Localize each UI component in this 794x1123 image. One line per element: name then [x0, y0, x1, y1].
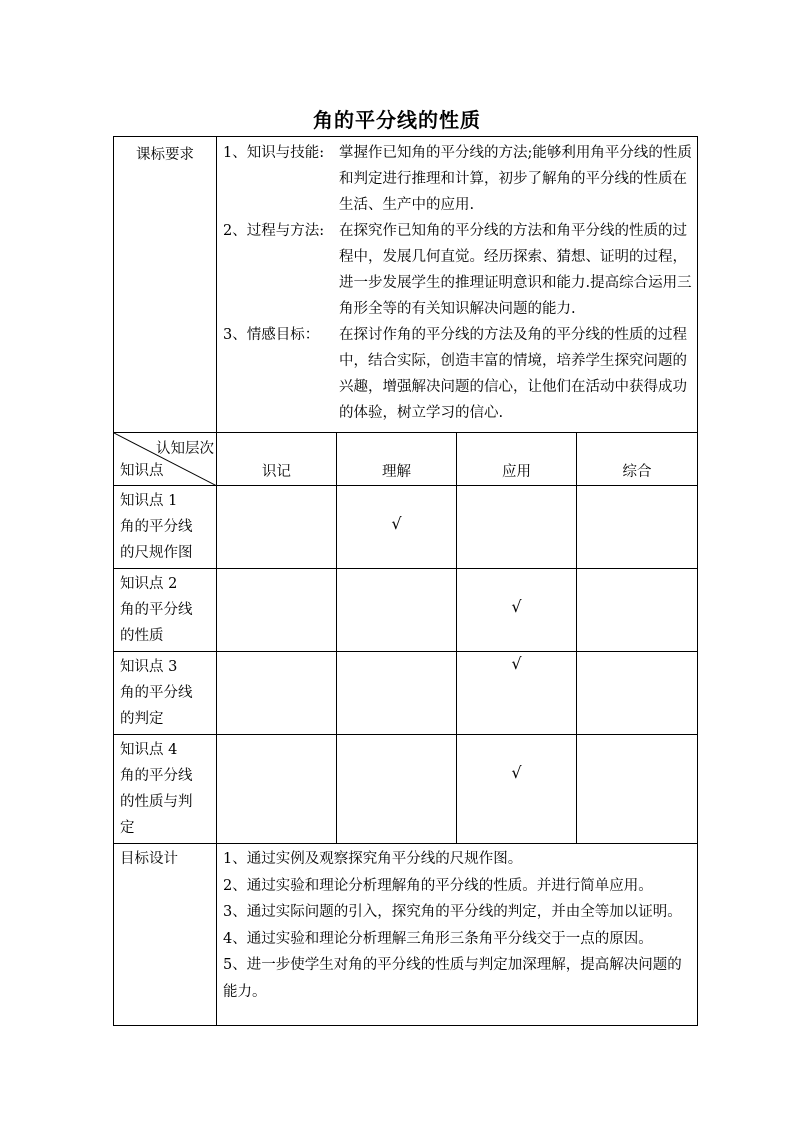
goal-item: 5、进一步使学生对角的平分线的性质与判定加深理解，提高解决问题的能力。 [223, 957, 682, 1000]
level-mark-cell [337, 652, 457, 735]
level-mark-cell [217, 735, 337, 844]
goal-item: 3、通过实际问题的引入，探究角的平分线的判定，并由全等加以证明。 [223, 904, 682, 920]
level-header: 理解 [337, 433, 457, 486]
knowledge-point-cell [114, 486, 217, 569]
level-header: 识记 [217, 433, 337, 486]
knowledge-point-line: 的性质 [120, 628, 164, 644]
goals-content [217, 844, 698, 1026]
goal-item: 4、通过实验和理论分析理解三角形三条角平分线交于一点的原因。 [223, 930, 653, 947]
knowledge-row [114, 569, 698, 652]
level-mark-cell [337, 735, 457, 844]
level-header: 综合 [577, 433, 698, 486]
knowledge-point-line: 知识点 3 [120, 659, 178, 675]
level-mark-cell [217, 569, 337, 652]
diagonal-bottom-label: 知识点 [120, 463, 164, 479]
level-mark-cell [457, 486, 577, 569]
requirement-text: 掌握作已知角的平分线的方法;能够利用角平分线的性质和判定进行推理和计算，初步了解角的平分线的性质在生活、生产中的应用. [339, 145, 692, 213]
level-mark-cell [217, 652, 337, 735]
knowledge-point-line: 的尺规作图 [120, 545, 193, 561]
diagonal-header-cell [114, 433, 217, 486]
level-mark-cell [577, 569, 698, 652]
level-header: 应用 [457, 433, 577, 486]
document-title: 角的平分线的性质 [313, 108, 481, 132]
requirement-item [223, 140, 693, 218]
goal-item: 1、通过实例及观察探究角平分线的尺规作图。 [223, 851, 523, 867]
level-mark-cell [217, 486, 337, 569]
knowledge-point-line: 角的平分线 [120, 768, 193, 784]
goal-item: 2、通过实验和理论分析理解角的平分线的性质。并进行简单应用。 [223, 877, 653, 894]
goals-row [114, 844, 698, 1026]
knowledge-point-line: 定 [120, 820, 135, 836]
requirement-item [223, 322, 693, 426]
knowledge-point-line: 的判定 [120, 711, 164, 727]
requirements-row [114, 137, 698, 433]
requirement-text: 在探讨作角的平分线的方法及角的平分线的性质的过程中，结合实际，创造丰富的情境，培养学生探究问题的兴趣，增强解决问题的信心，让他们在活动中获得成功的体验，树立学习的信心. [339, 327, 687, 421]
course-table [113, 136, 698, 1026]
knowledge-row [114, 652, 698, 735]
requirements-content [217, 137, 698, 433]
level-mark-cell [577, 652, 698, 735]
knowledge-point-line: 知识点 1 [120, 493, 178, 509]
knowledge-point-cell [114, 569, 217, 652]
knowledge-point-line: 角的平分线 [120, 685, 193, 701]
level-mark-cell: √ [337, 486, 457, 569]
knowledge-point-line: 角的平分线 [120, 602, 193, 618]
level-mark-cell [577, 735, 698, 844]
diagonal-top-label: 认知层次 [156, 441, 214, 457]
requirement-text: 在探究作已知角的平分线的方法和角平分线的性质的过程中，发展几何直觉。经历探索、猜想、证明的过程，进一步发展学生的推理证明意识和能力.提高综合运用三角形全等的有关知识解决问题的能力. [339, 223, 692, 317]
requirements-label: 课标要求 [114, 137, 217, 433]
knowledge-point-line: 的性质与判 [120, 794, 193, 810]
knowledge-point-line: 知识点 4 [120, 742, 178, 758]
goals-label: 目标设计 [114, 844, 217, 1026]
knowledge-row [114, 486, 698, 569]
requirement-head: 3、情感目标： [223, 327, 320, 343]
knowledge-point-line: 知识点 2 [120, 576, 178, 592]
level-mark-cell [577, 486, 698, 569]
level-mark-cell: √ [457, 569, 577, 652]
level-mark-cell [337, 569, 457, 652]
level-mark-cell: √ [457, 735, 577, 844]
knowledge-row [114, 735, 698, 844]
level-mark-cell: √ [457, 652, 577, 735]
knowledge-point-cell [114, 652, 217, 735]
levels-header-row [114, 433, 698, 486]
knowledge-point-line: 角的平分线 [120, 519, 193, 535]
requirement-head: 2、过程与方法: [223, 223, 325, 239]
requirement-head: 1、知识与技能: [223, 145, 325, 161]
knowledge-point-cell [114, 735, 217, 844]
requirement-item [223, 218, 693, 322]
